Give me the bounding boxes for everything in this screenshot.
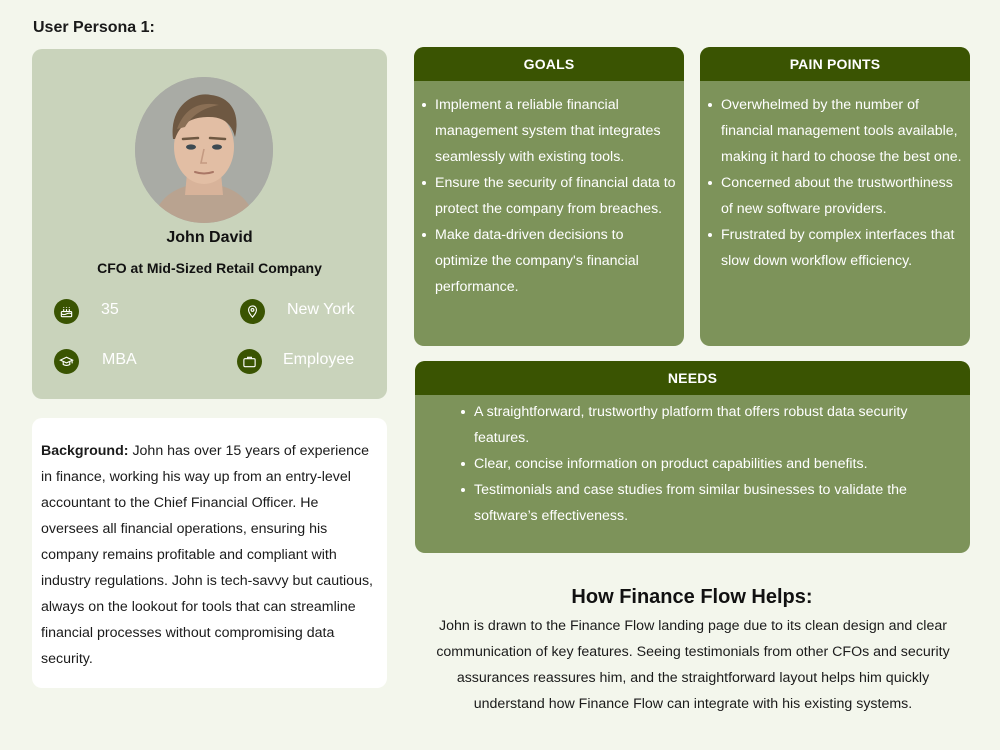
needs-list-item: Clear, concise information on product capabilities and benefits.	[454, 451, 950, 477]
helps-title: How Finance Flow Helps:	[571, 586, 813, 608]
background-label: Background:	[41, 443, 129, 459]
goals-list	[414, 81, 684, 300]
needs-list	[415, 395, 970, 529]
needs-card	[415, 361, 970, 553]
age-value: 35	[101, 301, 119, 318]
background-text: John has over 15 years of experience in finance, working his way up from an entry-level accountant to the Chief Financial Officer. He oversees all financial operations, ensuring his company remains profitable and compliant with industry regulations. John is tech-savvy but cautious, always on the lookout for tools that can streamline financial processes without compromising data security.	[41, 443, 373, 667]
education-value: MBA	[102, 351, 137, 368]
cake-icon	[54, 299, 79, 324]
goals-card	[414, 47, 684, 346]
goals-list-item: Make data-driven decisions to optimize the company's financial performance.	[415, 222, 678, 300]
pain-points-list-item: Frustrated by complex interfaces that slow down workflow efficiency.	[701, 222, 964, 274]
location-pin-icon	[240, 299, 265, 324]
needs-list-item: Testimonials and case studies from similar businesses to validate the software’s effectiveness.	[454, 477, 950, 529]
graduation-cap-icon	[54, 349, 79, 374]
pain-points-list-item: Overwhelmed by the number of financial management tools available, making it hard to choose the best one.	[701, 92, 964, 170]
pain-points-card	[700, 47, 970, 346]
needs-header: NEEDS	[415, 361, 970, 395]
pain-points-list-item: Concerned about the trustworthiness of new software providers.	[701, 170, 964, 222]
background-card	[32, 418, 387, 688]
avatar-portrait-icon	[135, 77, 273, 223]
helps-text: John is drawn to the Finance Flow landing page due to its clean design and clear communication of key features. Seeing testimonials from other CFOs and security assurances reassures him, and the straightforward layout helps him quickly understand how Finance Flow can integrate with his existing systems.	[436, 618, 950, 712]
needs-list-item: A straightforward, trustworthy platform that offers robust data security features.	[454, 399, 950, 451]
profile-card	[32, 49, 387, 399]
pain-points-header: PAIN POINTS	[700, 47, 970, 81]
persona-role: CFO at Mid-Sized Retail Company	[97, 260, 322, 276]
location-value: New York	[287, 301, 355, 318]
goals-list-item: Implement a reliable financial management system that integrates seamlessly with existing tools.	[415, 92, 678, 170]
persona-name: John David	[166, 229, 253, 246]
occupation-value: Employee	[283, 351, 355, 368]
goals-header: GOALS	[414, 47, 684, 81]
avatar	[135, 77, 273, 223]
pain-points-list	[700, 81, 970, 274]
briefcase-icon	[237, 349, 262, 374]
goals-list-item: Ensure the security of financial data to protect the company from breaches.	[415, 170, 678, 222]
page-title: User Persona 1:	[33, 19, 155, 36]
